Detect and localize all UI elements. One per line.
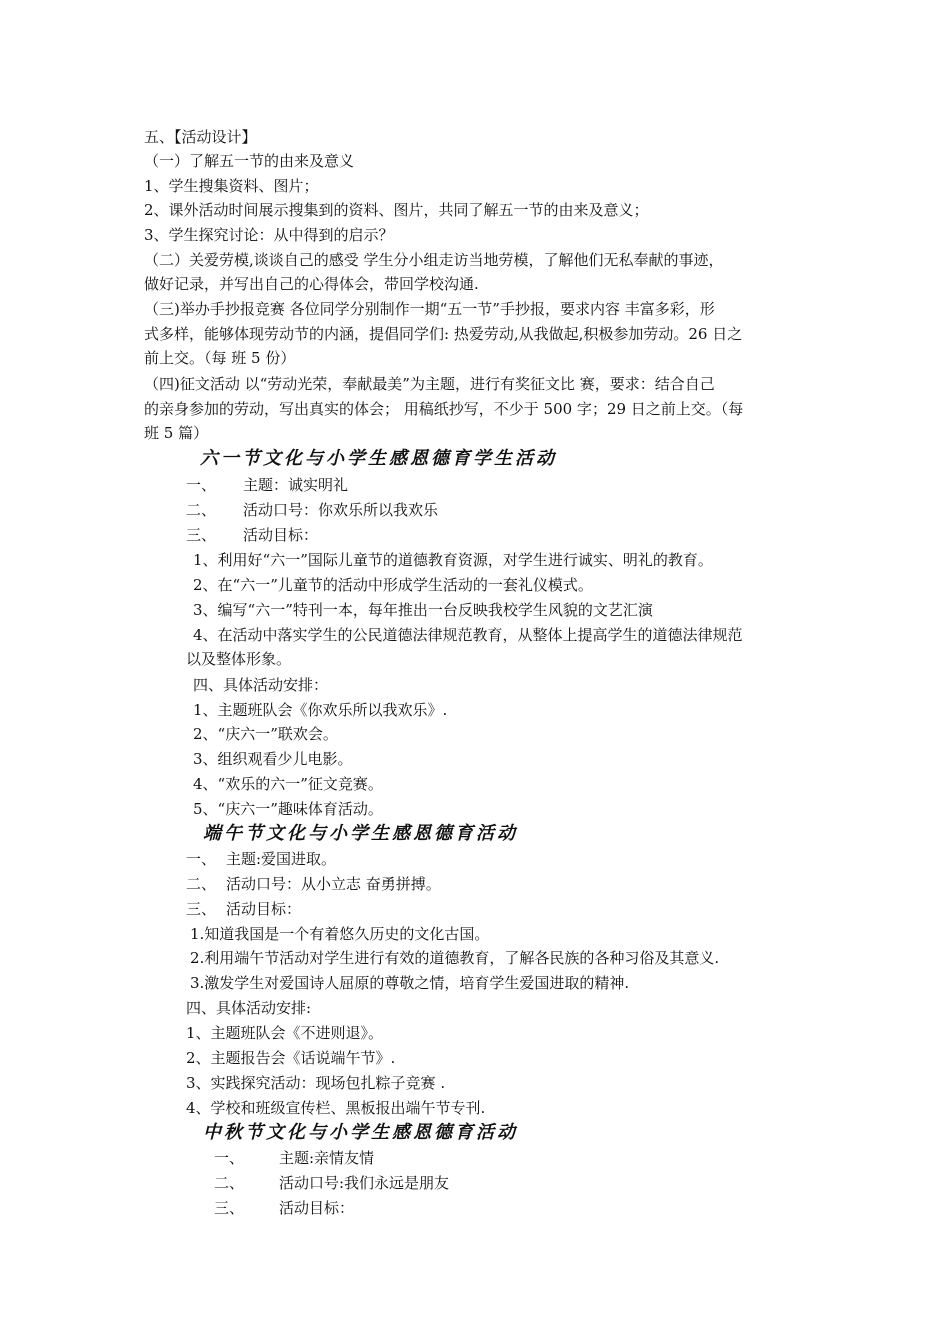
- paragraph-line: 2、课外活动时间展示搜集到的资料、图片，共同了解五一节的由来及意义；: [144, 201, 649, 219]
- section-title: 五、【活动设计】: [144, 128, 257, 146]
- paragraph-line: （三)举办手抄报竞赛 各位同学分别制作一期“五一节”手抄报，要求内容 丰富多彩，形: [144, 300, 715, 318]
- goal-line: 3.激发学生对爱国诗人屈原的尊敬之情，培育学生爱国进取的精神.: [190, 974, 630, 992]
- arrangement-item: 1、主题班队会《不进则退》。: [186, 1024, 384, 1042]
- arrangement-item: 2、主题报告会《话说端午节》.: [186, 1049, 396, 1067]
- arrangement-item: 4、“欢乐的六一”征文竞赛。: [193, 775, 383, 793]
- list-item-text: 主题:亲情友情: [279, 1149, 375, 1167]
- arrangement-item: 5、“庆六一”趣味体育活动。: [193, 800, 383, 818]
- paragraph-line: 做好记录，并写出自己的心得体会，带回学校沟通.: [144, 275, 479, 293]
- list-item-number: 一、: [186, 476, 217, 494]
- goal-line: 1.知道我国是一个有着悠久历史的文化古国。: [190, 925, 490, 943]
- list-item-number: 二、: [186, 501, 217, 519]
- list-item-number: 二、: [214, 1174, 245, 1192]
- section-heading-dragon-boat: 端午节文化与小学生感恩德育活动: [203, 823, 518, 844]
- arrangement-item: 4、学校和班级宣传栏、黑板报出端午节专刊.: [186, 1099, 486, 1117]
- goal-line: 2.利用端午节活动对学生进行有效的道德教育，了解各民族的各种习俗及其意义.: [190, 949, 720, 967]
- list-item-number: 一、: [186, 850, 217, 868]
- paragraph-line: （一）了解五一节的由来及意义: [144, 152, 355, 170]
- goal-line: 3、编写“六一”特刊一本，每年推出一台反映我校学生风貌的文艺汇演: [193, 601, 653, 619]
- list-item-text: 活动口号：你欢乐所以我欢乐: [243, 501, 439, 519]
- list-item-text: 活动目标：: [279, 1199, 355, 1217]
- list-item-number: 一、: [214, 1149, 245, 1167]
- section-heading-mid-autumn: 中秋节文化与小学生感恩德育活动: [203, 1122, 518, 1143]
- paragraph-line: 班 5 篇）: [144, 424, 209, 442]
- list-item-text: 活动目标：: [243, 526, 319, 544]
- goal-line: 1、利用好“六一”国际儿童节的道德教育资源，对学生进行诚实、明礼的教育。: [193, 551, 713, 569]
- arrangement-item: 1、主题班队会《你欢乐所以我欢乐》.: [193, 701, 448, 719]
- paragraph-line: 的亲身参加的劳动，写出真实的体会； 用稿纸抄写，不少于 500 字；29 日之前上交。（每: [144, 400, 744, 418]
- arrangement-item: 2、“庆六一”联欢会。: [193, 725, 338, 743]
- arrangement-title: 四、具体活动安排:: [186, 999, 312, 1017]
- goal-line: 以及整体形象。: [186, 650, 292, 668]
- list-item-number: 三、: [214, 1199, 245, 1217]
- list-item-number: 三、: [186, 900, 217, 918]
- arrangement-item: 3、组织观看少儿电影。: [193, 750, 353, 768]
- paragraph-line: （二）关爱劳模,谈谈自己的感受 学生分小组走访当地劳模，了解他们无私奉献的事迹，: [144, 251, 724, 269]
- list-item-text: 活动口号:我们永远是朋友: [279, 1174, 450, 1192]
- paragraph-line: （四)征文活动 以“劳动光荣，奉献最美”为主题，进行有奖征文比 赛，要求：结合自己: [144, 375, 715, 393]
- paragraph-line: 3、学生探究讨论：从中得到的启示？: [144, 226, 394, 244]
- list-item-text: 主题：诚实明礼: [243, 476, 349, 494]
- list-item-number: 二、: [186, 875, 217, 893]
- paragraph-line: 前上交。（每 班 5 份）: [144, 349, 296, 367]
- list-item-text: 活动口号：从小立志 奋勇拼搏。: [226, 875, 441, 893]
- list-item-text: 主题:爱国进取。: [226, 850, 337, 868]
- list-item-text: 活动目标：: [226, 900, 302, 918]
- paragraph-line: 式多样，能够体现劳动节的内涵，提倡同学们: 热爱劳动,从我做起,积极参加劳动。26 日之: [144, 325, 743, 343]
- list-item-number: 三、: [186, 526, 217, 544]
- arrangement-item: 3、实践探究活动：现场包扎粽子竞赛 .: [186, 1074, 446, 1092]
- goal-line: 2、在“六一”儿童节的活动中形成学生活动的一套礼仪模式。: [193, 576, 593, 594]
- section-heading-children-day: 六一节文化与小学生感恩德育学生活动: [200, 448, 557, 469]
- paragraph-line: 1、学生搜集资料、图片；: [144, 177, 319, 195]
- goal-line: 4、在活动中落实学生的公民道德法律规范教育，从整体上提高学生的道德法律规范: [193, 626, 743, 644]
- arrangement-title: 四、具体活动安排：: [193, 676, 329, 694]
